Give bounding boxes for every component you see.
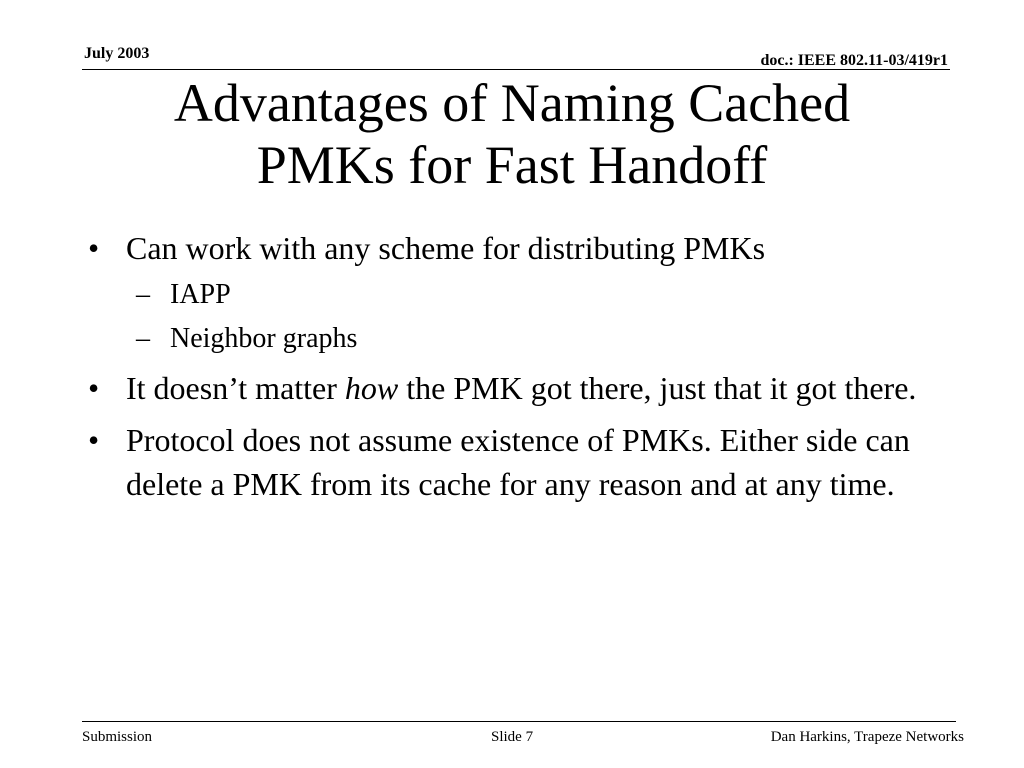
slide-title-line-1: Advantages of Naming Cached [173, 73, 851, 133]
slide-title-line-2: PMKs for Fast Handoff [256, 135, 768, 195]
bullet-marker: • [88, 370, 100, 406]
bullet-marker: • [88, 422, 100, 458]
footer-author: Dan Harkins, Trapeze Networks [770, 729, 964, 745]
header-doc-id: doc.: IEEE 802.11-03/419r1 [760, 52, 948, 69]
dash-marker: – [136, 279, 150, 310]
bullet-text-emphasis: how [344, 370, 399, 406]
sub-bullet-text: Neighbor graphs [170, 323, 358, 354]
bullet-text: Can work with any scheme for distributing PMKs [126, 230, 766, 266]
sub-bullet-item-1 [84, 276, 934, 314]
footer-divider [82, 721, 956, 722]
bullet-item-1 [84, 226, 934, 270]
bullet-marker: • [88, 230, 100, 266]
sub-bullet-item-2 [84, 320, 934, 358]
header-divider [82, 69, 950, 70]
dash-marker: – [136, 323, 150, 354]
footer-submission: Submission [82, 729, 153, 745]
bullet-item-3 [84, 418, 934, 506]
slide-body [84, 226, 934, 510]
sub-bullet-text: IAPP [170, 279, 231, 310]
bullet-text-start: It doesn’t matter [126, 370, 345, 406]
bullet-text-end: the PMK got there, just that it got there. [398, 370, 917, 406]
header-date: July 2003 [84, 45, 150, 62]
footer-slide-number: Slide 7 [491, 729, 534, 745]
bullet-text: Protocol does not assume existence of PMKs. Either side can delete a PMK from its cache for any reason and at any time. [126, 422, 910, 502]
slide-title [80, 72, 944, 196]
bullet-item-2 [84, 366, 934, 410]
